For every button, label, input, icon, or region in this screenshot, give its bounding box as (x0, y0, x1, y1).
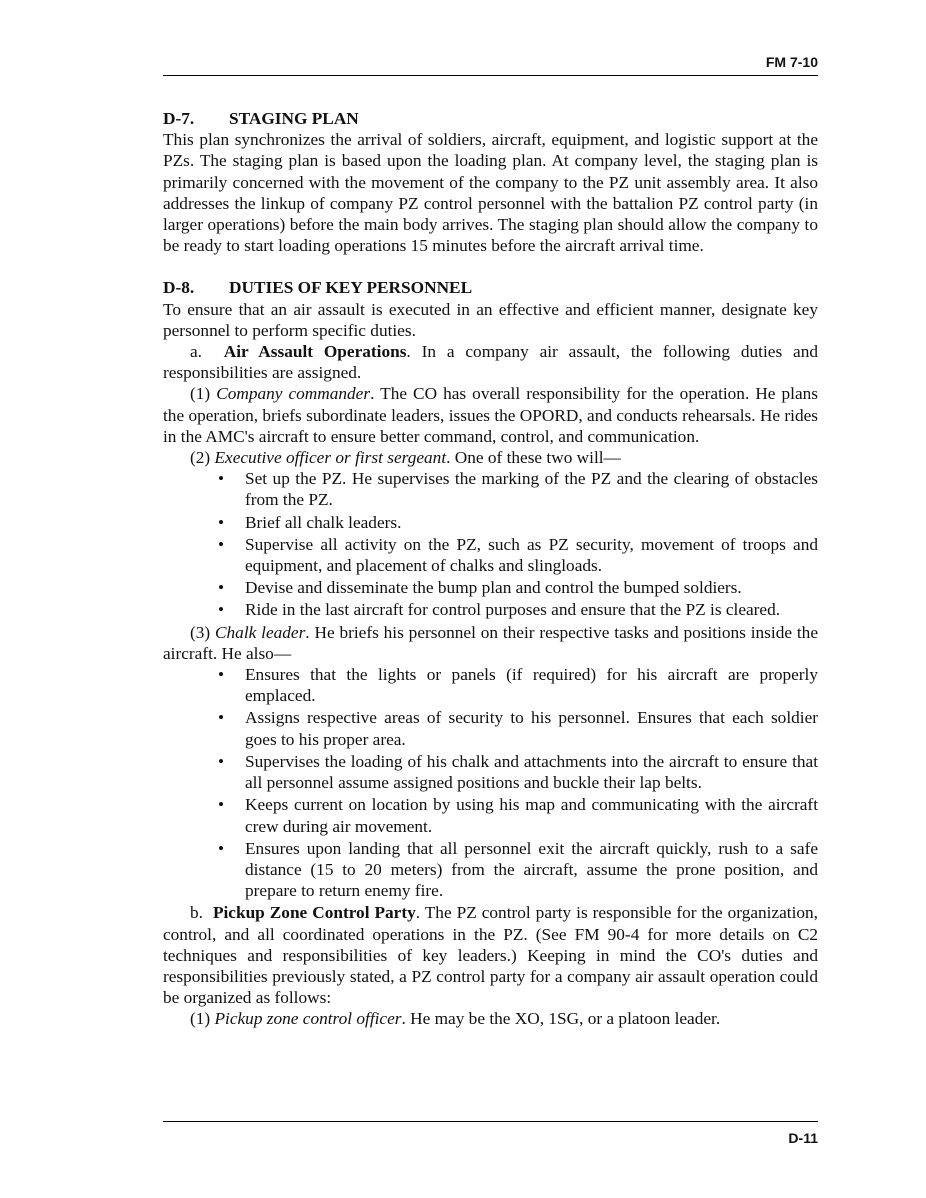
section-title: STAGING PLAN (229, 109, 359, 128)
item-marker: (1) (190, 384, 211, 404)
list-item: • Ensures upon landing that all personnel exit the aircraft quickly, rush to a safe distance (15 to 20 meters) from the aircraft, assume the prone position, and prepare to return enemy fire. (245, 838, 818, 902)
item-text: . One of these two will— (446, 448, 621, 468)
section-number: D-8. (163, 278, 195, 298)
item-marker: (1) (190, 1009, 211, 1029)
section-d8-intro: To ensure that an air assault is executed in an effective and efficient manner, designate key personnel to perform specific duties. (163, 299, 818, 340)
item-title: Executive officer or first sergeant (214, 448, 447, 468)
list-item: • Brief all chalk leaders. (245, 512, 818, 533)
item-title: Chalk leader (215, 622, 306, 642)
list-item: • Ensures that the lights or panels (if required) for his aircraft are properly emplaced. (245, 664, 818, 706)
item-chalk-leader (163, 622, 818, 664)
item-pickup-zone-control-officer (163, 1008, 818, 1029)
section-title: DUTIES OF KEY PERSONNEL (229, 278, 473, 298)
item-text: . He may be the XO, 1SG, or a platoon leader. (401, 1009, 721, 1029)
spacer (163, 256, 818, 277)
manual-number-header: FM 7-10 (765, 54, 818, 70)
section-d8-heading (163, 277, 818, 298)
list-item: • Supervises the loading of his chalk and attachments into the aircraft to ensure that all personnel assume assigned positions and buckle their lap belts. (245, 751, 818, 793)
paragraph-title: Pickup Zone Control Party (212, 903, 416, 923)
footer-rule (163, 1121, 818, 1122)
item-marker: (3) (190, 622, 211, 642)
list-item: • Keeps current on location by using his map and communicating with the aircraft crew during air movement. (245, 794, 818, 836)
paragraph-title: Air Assault Operations (223, 342, 407, 362)
chalk-leader-duties-list (163, 664, 818, 901)
item-title: Company commander (216, 384, 371, 404)
item-title: Pickup zone control officer (214, 1009, 402, 1029)
section-d7-paragraph: This plan synchronizes the arrival of soldiers, aircraft, equipment, and logistic support at the PZs. The staging plan is based upon the loading plan. At company level, the staging plan is primarily concerned with the movement of the company to the PZ unit assembly area. It also addresses the linkup of company PZ control personnel with the battalion PZ control party (in larger operations) before the main body arrives. The staging plan should allow the company to be ready to start loading operations 15 minutes before the aircraft arrival time. (163, 130, 818, 256)
paragraph-marker: a. (190, 342, 202, 362)
page-body (163, 108, 818, 1030)
item-text: . He briefs his personnel on their respective tasks and positions inside the aircraft. He also— (163, 622, 818, 663)
paragraph-text: . The PZ control party is responsible for the organization, control, and all coordinated operations in the PZ. (See FM 90-4 for more details on C2 techniques and responsibilities of key leaders.) Keeping in mind the CO's duties and responsibilities previously stated, a PZ control party for a company air assault operation could be organized as follows: (163, 903, 818, 1008)
paragraph-text: . In a company air assault, the following duties and responsibilities are assigned. (163, 342, 818, 383)
section-number: D-7. (163, 109, 195, 128)
executive-officer-duties-list (163, 468, 818, 620)
section-d7-heading (163, 108, 818, 129)
list-item: • Assigns respective areas of security to his personnel. Ensures that each soldier goes to his proper area. (245, 707, 818, 749)
page-number-footer: D-11 (788, 1130, 818, 1146)
item-executive-officer (163, 447, 818, 468)
paragraph-marker: b. (190, 903, 203, 923)
item-company-commander (163, 383, 818, 447)
paragraph-b (163, 902, 818, 1008)
list-item: • Devise and disseminate the bump plan and control the bumped soldiers. (245, 577, 818, 598)
list-item: • Ride in the last aircraft for control purposes and ensure that the PZ is cleared. (245, 599, 818, 620)
list-item: • Set up the PZ. He supervises the marking of the PZ and the clearing of obstacles from the PZ. (245, 468, 818, 510)
item-text: . The CO has overall responsibility for the operation. He plans the operation, briefs subordinate leaders, issues the OPORD, and conducts rehearsals. He rides in the AMC's aircraft to ensure better command, control, and communication. (163, 384, 818, 446)
item-marker: (2) (190, 448, 211, 468)
paragraph-a (163, 341, 818, 383)
list-item: • Supervise all activity on the PZ, such as PZ security, movement of troops and equipment, and placement of chalks and slingloads. (245, 534, 818, 576)
header-rule (163, 75, 818, 76)
